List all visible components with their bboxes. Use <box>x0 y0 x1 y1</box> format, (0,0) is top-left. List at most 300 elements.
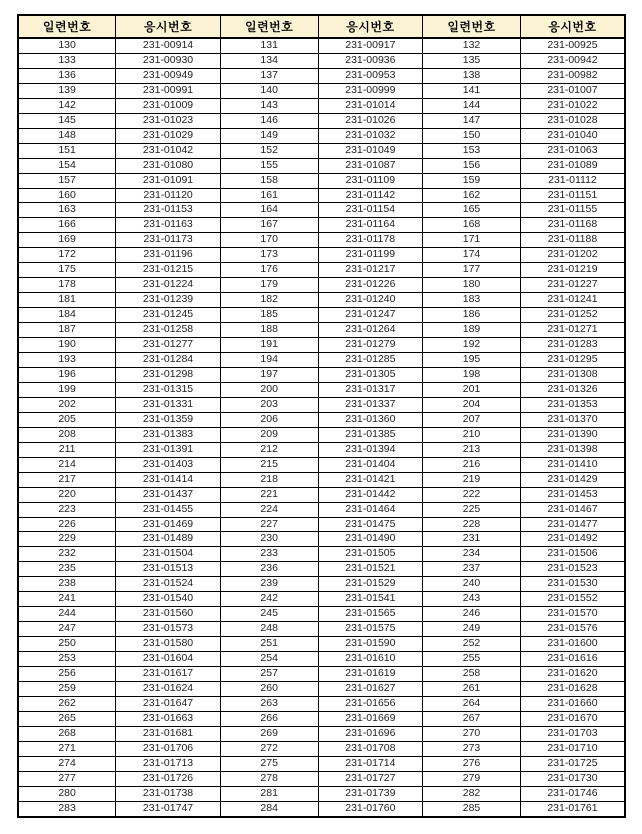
serial-cell: 162 <box>423 188 521 203</box>
serial-cell: 179 <box>220 278 318 293</box>
number-cell: 231-01219 <box>520 263 625 278</box>
table-row <box>18 786 625 801</box>
table-row <box>18 667 625 682</box>
table-row <box>18 113 625 128</box>
serial-cell: 192 <box>423 338 521 353</box>
number-cell: 231-01429 <box>520 472 625 487</box>
number-cell: 231-01761 <box>520 801 625 816</box>
serial-cell: 229 <box>18 532 116 547</box>
number-cell: 231-01308 <box>520 367 625 382</box>
table-row <box>18 263 625 278</box>
serial-cell: 242 <box>220 592 318 607</box>
number-cell: 231-01153 <box>116 203 221 218</box>
serial-cell: 182 <box>220 293 318 308</box>
table-row <box>18 502 625 517</box>
serial-cell: 280 <box>18 786 116 801</box>
number-cell: 231-01628 <box>520 681 625 696</box>
serial-cell: 285 <box>423 801 521 816</box>
table-row <box>18 547 625 562</box>
serial-cell: 246 <box>423 607 521 622</box>
number-cell: 231-01660 <box>520 696 625 711</box>
serial-cell: 258 <box>423 667 521 682</box>
serial-cell: 201 <box>423 382 521 397</box>
number-cell: 231-01464 <box>318 502 423 517</box>
serial-cell: 240 <box>423 577 521 592</box>
number-cell: 231-01727 <box>318 771 423 786</box>
serial-cell: 163 <box>18 203 116 218</box>
serial-cell: 151 <box>18 143 116 158</box>
table-row <box>18 726 625 741</box>
table-row <box>18 53 625 68</box>
number-cell: 231-01202 <box>520 248 625 263</box>
serial-cell: 194 <box>220 353 318 368</box>
serial-cell: 186 <box>423 308 521 323</box>
number-cell: 231-01570 <box>520 607 625 622</box>
table-row <box>18 696 625 711</box>
serial-cell: 279 <box>423 771 521 786</box>
serial-cell: 223 <box>18 502 116 517</box>
table-row <box>18 577 625 592</box>
serial-cell: 212 <box>220 442 318 457</box>
serial-cell: 156 <box>423 158 521 173</box>
table-body <box>18 38 625 817</box>
number-cell: 231-00953 <box>318 68 423 83</box>
serial-cell: 253 <box>18 652 116 667</box>
number-cell: 231-01087 <box>318 158 423 173</box>
serial-cell: 272 <box>220 741 318 756</box>
number-cell: 231-01398 <box>520 442 625 457</box>
serial-cell: 237 <box>423 562 521 577</box>
number-cell: 231-01437 <box>116 487 221 502</box>
serial-cell: 200 <box>220 382 318 397</box>
number-cell: 231-01738 <box>116 786 221 801</box>
table-row <box>18 158 625 173</box>
number-cell: 231-01529 <box>318 577 423 592</box>
number-cell: 231-01713 <box>116 756 221 771</box>
number-cell: 231-01669 <box>318 711 423 726</box>
number-cell: 231-01403 <box>116 457 221 472</box>
number-cell: 231-01617 <box>116 667 221 682</box>
serial-cell: 206 <box>220 412 318 427</box>
serial-cell: 232 <box>18 547 116 562</box>
serial-cell: 215 <box>220 457 318 472</box>
table-row <box>18 98 625 113</box>
number-cell: 231-01284 <box>116 353 221 368</box>
serial-cell: 208 <box>18 427 116 442</box>
number-cell: 231-01163 <box>116 218 221 233</box>
number-cell: 231-01410 <box>520 457 625 472</box>
number-cell: 231-01049 <box>318 143 423 158</box>
serial-cell: 139 <box>18 83 116 98</box>
serial-cell: 142 <box>18 98 116 113</box>
number-cell: 231-01178 <box>318 233 423 248</box>
serial-cell: 187 <box>18 323 116 338</box>
serial-cell: 143 <box>220 98 318 113</box>
number-cell: 231-01477 <box>520 517 625 532</box>
table-row <box>18 188 625 203</box>
number-cell: 231-01739 <box>318 786 423 801</box>
serial-cell: 204 <box>423 397 521 412</box>
serial-cell: 262 <box>18 696 116 711</box>
serial-cell: 202 <box>18 397 116 412</box>
exam-number-table <box>17 14 626 818</box>
serial-cell: 273 <box>423 741 521 756</box>
number-cell: 231-01279 <box>318 338 423 353</box>
serial-cell: 216 <box>423 457 521 472</box>
number-cell: 231-01580 <box>116 637 221 652</box>
number-cell: 231-01506 <box>520 547 625 562</box>
header-serial-1: 일련번호 <box>18 15 116 38</box>
serial-cell: 183 <box>423 293 521 308</box>
serial-cell: 281 <box>220 786 318 801</box>
number-cell: 231-01383 <box>116 427 221 442</box>
table-row <box>18 442 625 457</box>
number-cell: 231-00942 <box>520 53 625 68</box>
serial-cell: 175 <box>18 263 116 278</box>
serial-cell: 154 <box>18 158 116 173</box>
serial-cell: 241 <box>18 592 116 607</box>
number-cell: 231-01252 <box>520 308 625 323</box>
number-cell: 231-01714 <box>318 756 423 771</box>
number-cell: 231-01359 <box>116 412 221 427</box>
serial-cell: 181 <box>18 293 116 308</box>
number-cell: 231-01026 <box>318 113 423 128</box>
number-cell: 231-01600 <box>520 637 625 652</box>
number-cell: 231-01706 <box>116 741 221 756</box>
number-cell: 231-01513 <box>116 562 221 577</box>
serial-cell: 259 <box>18 681 116 696</box>
number-cell: 231-01196 <box>116 248 221 263</box>
number-cell: 231-01014 <box>318 98 423 113</box>
serial-cell: 197 <box>220 367 318 382</box>
number-cell: 231-01610 <box>318 652 423 667</box>
table-row <box>18 218 625 233</box>
table-row <box>18 711 625 726</box>
serial-cell: 167 <box>220 218 318 233</box>
serial-cell: 165 <box>423 203 521 218</box>
serial-cell: 146 <box>220 113 318 128</box>
number-cell: 231-01540 <box>116 592 221 607</box>
table-row <box>18 173 625 188</box>
number-cell: 231-01271 <box>520 323 625 338</box>
serial-cell: 155 <box>220 158 318 173</box>
serial-cell: 284 <box>220 801 318 816</box>
number-cell: 231-01224 <box>116 278 221 293</box>
serial-cell: 228 <box>423 517 521 532</box>
serial-cell: 164 <box>220 203 318 218</box>
number-cell: 231-01725 <box>520 756 625 771</box>
serial-cell: 256 <box>18 667 116 682</box>
number-cell: 231-00936 <box>318 53 423 68</box>
table-row <box>18 517 625 532</box>
number-cell: 231-01029 <box>116 128 221 143</box>
number-cell: 231-01521 <box>318 562 423 577</box>
number-cell: 231-01168 <box>520 218 625 233</box>
number-cell: 231-01647 <box>116 696 221 711</box>
number-cell: 231-00999 <box>318 83 423 98</box>
serial-cell: 267 <box>423 711 521 726</box>
number-cell: 231-01326 <box>520 382 625 397</box>
number-cell: 231-01391 <box>116 442 221 457</box>
serial-cell: 171 <box>423 233 521 248</box>
number-cell: 231-01217 <box>318 263 423 278</box>
serial-cell: 274 <box>18 756 116 771</box>
number-cell: 231-01040 <box>520 128 625 143</box>
serial-cell: 130 <box>18 38 116 53</box>
number-cell: 231-01239 <box>116 293 221 308</box>
table-row <box>18 397 625 412</box>
serial-cell: 224 <box>220 502 318 517</box>
number-cell: 231-01560 <box>116 607 221 622</box>
serial-cell: 225 <box>423 502 521 517</box>
header-number-2: 응시번호 <box>318 15 423 38</box>
serial-cell: 207 <box>423 412 521 427</box>
number-cell: 231-00914 <box>116 38 221 53</box>
number-cell: 231-01504 <box>116 547 221 562</box>
serial-cell: 234 <box>423 547 521 562</box>
serial-cell: 199 <box>18 382 116 397</box>
serial-cell: 198 <box>423 367 521 382</box>
number-cell: 231-01708 <box>318 741 423 756</box>
number-cell: 231-01453 <box>520 487 625 502</box>
serial-cell: 230 <box>220 532 318 547</box>
serial-cell: 157 <box>18 173 116 188</box>
table-row <box>18 38 625 53</box>
number-cell: 231-01730 <box>520 771 625 786</box>
number-cell: 231-00982 <box>520 68 625 83</box>
serial-cell: 150 <box>423 128 521 143</box>
serial-cell: 275 <box>220 756 318 771</box>
number-cell: 231-01414 <box>116 472 221 487</box>
table-row <box>18 353 625 368</box>
serial-cell: 278 <box>220 771 318 786</box>
serial-cell: 188 <box>220 323 318 338</box>
serial-cell: 134 <box>220 53 318 68</box>
table-row <box>18 622 625 637</box>
number-cell: 231-01576 <box>520 622 625 637</box>
number-cell: 231-01524 <box>116 577 221 592</box>
serial-cell: 205 <box>18 412 116 427</box>
number-cell: 231-01353 <box>520 397 625 412</box>
serial-cell: 219 <box>423 472 521 487</box>
number-cell: 231-01489 <box>116 532 221 547</box>
serial-cell: 152 <box>220 143 318 158</box>
serial-cell: 149 <box>220 128 318 143</box>
table-row <box>18 143 625 158</box>
serial-cell: 132 <box>423 38 521 53</box>
number-cell: 231-01331 <box>116 397 221 412</box>
table-row <box>18 382 625 397</box>
table-row <box>18 681 625 696</box>
serial-cell: 174 <box>423 248 521 263</box>
serial-cell: 173 <box>220 248 318 263</box>
serial-cell: 210 <box>423 427 521 442</box>
serial-cell: 227 <box>220 517 318 532</box>
number-cell: 231-01663 <box>116 711 221 726</box>
serial-cell: 243 <box>423 592 521 607</box>
number-cell: 231-01370 <box>520 412 625 427</box>
table-row <box>18 338 625 353</box>
number-cell: 231-01565 <box>318 607 423 622</box>
number-cell: 231-01023 <box>116 113 221 128</box>
serial-cell: 261 <box>423 681 521 696</box>
number-cell: 231-01421 <box>318 472 423 487</box>
serial-cell: 252 <box>423 637 521 652</box>
number-cell: 231-01173 <box>116 233 221 248</box>
serial-cell: 235 <box>18 562 116 577</box>
number-cell: 231-01142 <box>318 188 423 203</box>
table-row <box>18 652 625 667</box>
serial-cell: 191 <box>220 338 318 353</box>
number-cell: 231-01080 <box>116 158 221 173</box>
serial-cell: 238 <box>18 577 116 592</box>
table-row <box>18 427 625 442</box>
serial-cell: 140 <box>220 83 318 98</box>
header-number-1: 응시번호 <box>116 15 221 38</box>
serial-cell: 195 <box>423 353 521 368</box>
number-cell: 231-01188 <box>520 233 625 248</box>
table-row <box>18 293 625 308</box>
serial-cell: 147 <box>423 113 521 128</box>
table-row <box>18 607 625 622</box>
serial-cell: 144 <box>423 98 521 113</box>
number-cell: 231-01590 <box>318 637 423 652</box>
serial-cell: 283 <box>18 801 116 816</box>
table-row <box>18 562 625 577</box>
serial-cell: 271 <box>18 741 116 756</box>
serial-cell: 257 <box>220 667 318 682</box>
serial-cell: 264 <box>423 696 521 711</box>
serial-cell: 218 <box>220 472 318 487</box>
serial-cell: 251 <box>220 637 318 652</box>
table-row <box>18 308 625 323</box>
header-serial-3: 일련번호 <box>423 15 521 38</box>
serial-cell: 214 <box>18 457 116 472</box>
table-row <box>18 487 625 502</box>
number-cell: 231-01681 <box>116 726 221 741</box>
table-row <box>18 457 625 472</box>
serial-cell: 180 <box>423 278 521 293</box>
serial-cell: 190 <box>18 338 116 353</box>
serial-cell: 196 <box>18 367 116 382</box>
number-cell: 231-01155 <box>520 203 625 218</box>
table-row <box>18 128 625 143</box>
number-cell: 231-01656 <box>318 696 423 711</box>
serial-cell: 254 <box>220 652 318 667</box>
number-cell: 231-01283 <box>520 338 625 353</box>
serial-cell: 244 <box>18 607 116 622</box>
number-cell: 231-01022 <box>520 98 625 113</box>
number-cell: 231-01264 <box>318 323 423 338</box>
serial-cell: 226 <box>18 517 116 532</box>
table-row <box>18 83 625 98</box>
number-cell: 231-01215 <box>116 263 221 278</box>
number-cell: 231-01164 <box>318 218 423 233</box>
serial-cell: 248 <box>220 622 318 637</box>
serial-cell: 159 <box>423 173 521 188</box>
number-cell: 231-01151 <box>520 188 625 203</box>
number-cell: 231-01455 <box>116 502 221 517</box>
serial-cell: 231 <box>423 532 521 547</box>
number-cell: 231-01112 <box>520 173 625 188</box>
number-cell: 231-01696 <box>318 726 423 741</box>
serial-cell: 220 <box>18 487 116 502</box>
serial-cell: 169 <box>18 233 116 248</box>
number-cell: 231-01552 <box>520 592 625 607</box>
number-cell: 231-01604 <box>116 652 221 667</box>
number-cell: 231-01616 <box>520 652 625 667</box>
number-cell: 231-01760 <box>318 801 423 816</box>
number-cell: 231-01575 <box>318 622 423 637</box>
serial-cell: 184 <box>18 308 116 323</box>
number-cell: 231-01247 <box>318 308 423 323</box>
serial-cell: 263 <box>220 696 318 711</box>
number-cell: 231-01245 <box>116 308 221 323</box>
table-row <box>18 412 625 427</box>
serial-cell: 131 <box>220 38 318 53</box>
serial-cell: 282 <box>423 786 521 801</box>
table-row <box>18 637 625 652</box>
serial-cell: 265 <box>18 711 116 726</box>
table-header-row <box>18 15 625 38</box>
number-cell: 231-01109 <box>318 173 423 188</box>
number-cell: 231-01505 <box>318 547 423 562</box>
serial-cell: 136 <box>18 68 116 83</box>
number-cell: 231-00949 <box>116 68 221 83</box>
number-cell: 231-00917 <box>318 38 423 53</box>
number-cell: 231-01620 <box>520 667 625 682</box>
table-row <box>18 203 625 218</box>
number-cell: 231-01442 <box>318 487 423 502</box>
number-cell: 231-01227 <box>520 278 625 293</box>
serial-cell: 209 <box>220 427 318 442</box>
number-cell: 231-01089 <box>520 158 625 173</box>
number-cell: 231-01277 <box>116 338 221 353</box>
number-cell: 231-01394 <box>318 442 423 457</box>
number-cell: 231-01710 <box>520 741 625 756</box>
table-row <box>18 367 625 382</box>
serial-cell: 178 <box>18 278 116 293</box>
number-cell: 231-01199 <box>318 248 423 263</box>
number-cell: 231-01009 <box>116 98 221 113</box>
number-cell: 231-01032 <box>318 128 423 143</box>
serial-cell: 236 <box>220 562 318 577</box>
serial-cell: 268 <box>18 726 116 741</box>
serial-cell: 222 <box>423 487 521 502</box>
number-cell: 231-01747 <box>116 801 221 816</box>
serial-cell: 141 <box>423 83 521 98</box>
serial-cell: 239 <box>220 577 318 592</box>
number-cell: 231-01258 <box>116 323 221 338</box>
number-cell: 231-01624 <box>116 681 221 696</box>
number-cell: 231-01619 <box>318 667 423 682</box>
serial-cell: 185 <box>220 308 318 323</box>
number-cell: 231-01746 <box>520 786 625 801</box>
serial-cell: 153 <box>423 143 521 158</box>
number-cell: 231-00930 <box>116 53 221 68</box>
table-row <box>18 771 625 786</box>
number-cell: 231-01317 <box>318 382 423 397</box>
serial-cell: 233 <box>220 547 318 562</box>
serial-cell: 245 <box>220 607 318 622</box>
serial-cell: 247 <box>18 622 116 637</box>
number-cell: 231-01467 <box>520 502 625 517</box>
table-row <box>18 756 625 771</box>
serial-cell: 166 <box>18 218 116 233</box>
serial-cell: 160 <box>18 188 116 203</box>
table-row <box>18 278 625 293</box>
serial-cell: 277 <box>18 771 116 786</box>
